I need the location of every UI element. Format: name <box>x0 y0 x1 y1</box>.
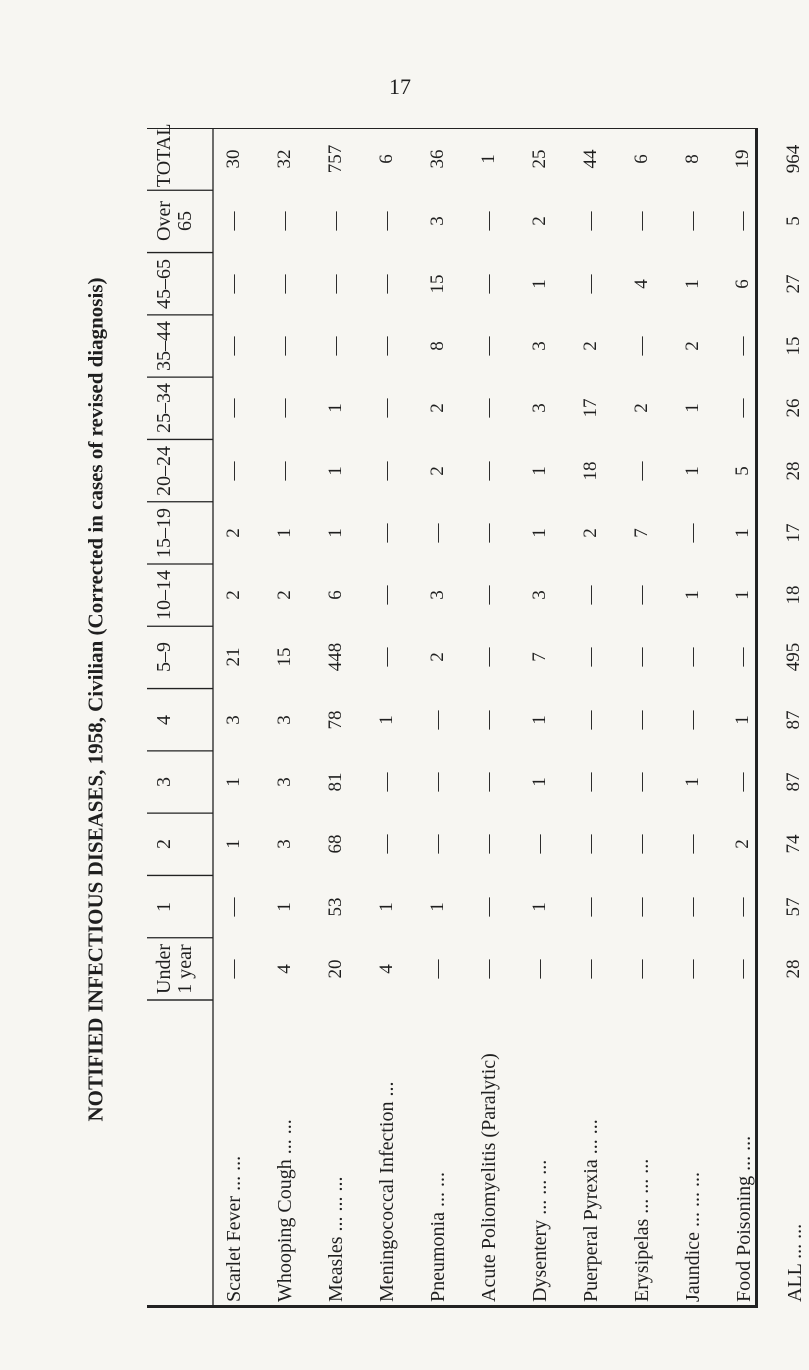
table-cell: 1 <box>478 154 500 164</box>
leader-dots: ... ... ... <box>528 1159 551 1220</box>
table-cell: 18 <box>783 585 805 605</box>
leader-dots: ... <box>376 1081 399 1102</box>
table-cell: 1 <box>376 714 398 725</box>
table-cell: 15 <box>783 336 805 356</box>
table-cell: 1 <box>732 528 754 538</box>
table-cell: — <box>579 772 601 792</box>
table-cell: — <box>478 897 500 917</box>
table-cell: 3 <box>528 403 550 414</box>
table-cell: 28 <box>783 461 805 481</box>
leader-dots: ... ... ... <box>630 1158 653 1219</box>
table-cell: — <box>274 211 296 231</box>
leader-dots: ... ... <box>274 1119 297 1160</box>
table-cell: 87 <box>783 710 805 730</box>
page-number: 17 <box>389 74 411 99</box>
table-cell: — <box>376 211 398 231</box>
table-cell: 1 <box>528 714 550 725</box>
table-cell: — <box>478 772 500 792</box>
table-cell: — <box>579 211 601 231</box>
disease-name: Acute Poliomyelitis (Paralytic) <box>478 1053 501 1302</box>
table-cell: — <box>274 398 296 418</box>
table-cell: — <box>732 336 754 356</box>
table-cell: — <box>681 211 703 231</box>
column-header: 15–19 <box>152 507 175 558</box>
table-cell: — <box>630 959 652 979</box>
table-cell: — <box>427 523 449 543</box>
table-cell: 3 <box>274 839 296 850</box>
table-cell: 81 <box>325 772 347 792</box>
column-header: 5–9 <box>152 642 175 673</box>
table-cell: — <box>478 336 500 356</box>
table-cell: 4 <box>274 964 296 974</box>
table-cell: 5 <box>732 465 754 476</box>
table-cell: — <box>681 897 703 917</box>
table-cell: — <box>681 710 703 730</box>
leader-dots: ... ... ... <box>681 1172 704 1233</box>
table-cell: — <box>223 959 245 979</box>
table-cell: — <box>223 211 245 231</box>
table-cell: 28 <box>783 959 805 979</box>
disease-label <box>377 1012 401 1302</box>
disease-name: Puerperal Pyrexia <box>579 1159 602 1302</box>
table-cell: — <box>681 647 703 667</box>
table-cell: 2 <box>528 216 550 227</box>
table-cell: 26 <box>783 398 805 418</box>
table-cell: 78 <box>325 710 347 730</box>
table-cell: 32 <box>274 149 296 169</box>
table-cell: — <box>376 523 398 543</box>
column-header: 35–44 <box>152 321 175 371</box>
table-cell: 30 <box>223 149 245 169</box>
table-cell: 6 <box>325 590 347 600</box>
table-cell: — <box>732 959 754 979</box>
column-header: 20–24 <box>152 445 175 496</box>
disease-label <box>428 1012 452 1302</box>
table-cell: 1 <box>681 777 703 787</box>
table-cell: — <box>528 834 550 854</box>
table-cell: 1 <box>325 465 347 476</box>
disease-label <box>224 1012 248 1302</box>
table-cell: — <box>376 585 398 605</box>
table-cell: — <box>681 523 703 543</box>
table-cell: 2 <box>579 528 601 538</box>
column-header: 45–65 <box>152 258 175 309</box>
table-cell: 8 <box>681 154 703 164</box>
column-header: 1 <box>152 901 175 912</box>
disease-label <box>326 1012 350 1302</box>
table-cell: — <box>427 834 449 854</box>
table-cell: 6 <box>630 154 652 164</box>
table-cell: — <box>376 834 398 854</box>
table-cell: — <box>528 959 550 979</box>
table-cell: 17 <box>579 398 601 418</box>
table-cell: — <box>681 959 703 979</box>
table-cell: — <box>579 585 601 605</box>
table-cell: — <box>274 274 296 294</box>
table-cell: 1 <box>325 403 347 414</box>
table-cell: — <box>478 710 500 730</box>
table-cell: 44 <box>579 149 601 169</box>
table-cell: — <box>376 398 398 418</box>
table-cell: — <box>478 647 500 667</box>
disease-name: Jaundice <box>681 1232 704 1302</box>
table-cell: — <box>223 461 245 481</box>
table-cell: — <box>478 523 500 543</box>
table-cell: 2 <box>732 839 754 850</box>
table-cell: 7 <box>528 652 550 663</box>
table-cell: — <box>732 398 754 418</box>
table-cell: 1 <box>528 465 550 476</box>
table-cell: 1 <box>528 777 550 787</box>
table-cell: — <box>274 461 296 481</box>
table-cell: 68 <box>325 834 347 854</box>
table-cell: 53 <box>325 897 347 917</box>
table-cell: 57 <box>783 897 805 917</box>
table-cell: — <box>579 834 601 854</box>
table-cell: 1 <box>528 528 550 538</box>
leader-dots: ... ... <box>732 1135 755 1176</box>
column-header: Under 1 year <box>152 943 196 994</box>
table-cell: 448 <box>325 643 347 672</box>
table-cell: — <box>223 398 245 418</box>
table-cell: — <box>732 772 754 792</box>
table-cell: — <box>223 336 245 356</box>
table-cell: 25 <box>528 149 550 169</box>
table-cell: — <box>478 585 500 605</box>
table-cell: — <box>325 211 347 231</box>
table-cell: — <box>681 834 703 854</box>
column-header: 3 <box>152 777 175 787</box>
table-cell: — <box>376 336 398 356</box>
table-cell: 3 <box>427 590 449 600</box>
table-cell: — <box>630 647 652 667</box>
table-cell: 5 <box>783 216 805 227</box>
table-cell: 4 <box>630 278 652 289</box>
disease-label <box>530 1012 554 1302</box>
table-cell: 3 <box>274 714 296 725</box>
disease-name: Dysentery <box>528 1219 551 1302</box>
column-header: 25–34 <box>152 383 175 434</box>
disease-name: Measles <box>325 1236 348 1302</box>
table-cell: — <box>732 647 754 667</box>
table-cell: 1 <box>376 901 398 912</box>
table-cell: 2 <box>427 652 449 663</box>
table-cell: 7 <box>630 528 652 538</box>
table-cell: — <box>630 461 652 481</box>
table-cell: — <box>579 647 601 667</box>
table-cell: 1 <box>528 278 550 289</box>
table-cell: 1 <box>681 590 703 600</box>
table-cell: — <box>630 897 652 917</box>
disease-name: Scarlet Fever ... <box>223 1175 246 1302</box>
table-cell: 1 <box>427 901 449 912</box>
table-cell: 2 <box>427 403 449 414</box>
table-cell: — <box>223 897 245 917</box>
table-cell: 36 <box>427 149 449 169</box>
table-cell: — <box>478 398 500 418</box>
table-cell: — <box>427 710 449 730</box>
table-cell: — <box>579 897 601 917</box>
table-cell: 15 <box>427 274 449 294</box>
table-cell: — <box>274 336 296 356</box>
table-cell: 2 <box>630 403 652 414</box>
table-cell: 6 <box>376 154 398 164</box>
column-header: 2 <box>152 839 175 850</box>
disease-label <box>683 1012 707 1302</box>
table-cell: — <box>630 336 652 356</box>
table-cell: 15 <box>274 647 296 667</box>
table-cell: — <box>478 959 500 979</box>
table-cell: 74 <box>783 834 805 854</box>
table-cell: 20 <box>325 959 347 979</box>
disease-name: Erysipelas <box>630 1218 653 1302</box>
leader-dots: ... ... ... <box>325 1176 348 1237</box>
page-title: NOTIFIED INFECTIOUS DISEASES, 1958, Civilian (Corrected in cases of revised diagnosis) <box>83 277 108 1122</box>
table-cell: — <box>376 772 398 792</box>
table-cell: — <box>223 274 245 294</box>
disease-name: Whooping Cough <box>274 1159 297 1302</box>
table-cell: — <box>376 274 398 294</box>
table-cell: 4 <box>376 964 398 974</box>
table-cell: 2 <box>427 465 449 476</box>
disease-label <box>785 1012 809 1302</box>
table-cell: 17 <box>783 523 805 543</box>
table-cell: 1 <box>681 278 703 289</box>
table-cell: 1 <box>274 901 296 912</box>
table-cell: — <box>579 710 601 730</box>
disease-name: ALL <box>783 1263 806 1302</box>
table-cell: — <box>579 959 601 979</box>
disease-label <box>581 1012 605 1302</box>
table-cell: — <box>732 897 754 917</box>
table-cell: — <box>325 274 347 294</box>
table-cell: 18 <box>579 461 601 481</box>
table-cell: 1 <box>732 590 754 600</box>
column-header: 10–14 <box>152 570 175 621</box>
table-cell: 1 <box>223 839 245 850</box>
table-cell: 1 <box>681 465 703 476</box>
table-cell: — <box>478 211 500 231</box>
table-cell: 3 <box>528 590 550 600</box>
table-cell: 19 <box>732 149 754 169</box>
table-cell: — <box>630 834 652 854</box>
column-header: 4 <box>152 714 175 725</box>
column-header: Over 65 <box>152 201 196 242</box>
table-cell: — <box>427 959 449 979</box>
table-cell: 495 <box>783 643 805 672</box>
table-cell: — <box>376 461 398 481</box>
table-cell: 1 <box>732 714 754 725</box>
table-cell: 87 <box>783 772 805 792</box>
table-cell: — <box>732 211 754 231</box>
disease-label <box>734 1012 758 1302</box>
leader-dots: ... ... <box>783 1223 806 1264</box>
table-cell: 8 <box>427 341 449 351</box>
column-header: TOTAL <box>152 123 175 188</box>
table-cell: 2 <box>223 528 245 538</box>
table-cell: 3 <box>427 216 449 227</box>
table-cell: 21 <box>223 647 245 667</box>
table-cell: — <box>478 274 500 294</box>
disease-name: Pneumonia <box>427 1212 450 1302</box>
leader-dots: ... <box>223 1155 246 1176</box>
table-cell: 964 <box>783 144 805 174</box>
table-cell: — <box>427 772 449 792</box>
table-cell: 2 <box>681 341 703 351</box>
table-cell: 1 <box>325 528 347 538</box>
table-cell: — <box>630 772 652 792</box>
table-cell: 2 <box>579 341 601 351</box>
table-cell: 1 <box>274 528 296 538</box>
disease-name: Food Poisoning <box>732 1175 755 1302</box>
disease-name: Meningococcal Infection <box>376 1101 399 1302</box>
table-cell: 1 <box>223 777 245 787</box>
table-cell: — <box>579 274 601 294</box>
table-cell: 3 <box>223 714 245 725</box>
table-cell: 2 <box>274 590 296 600</box>
table-cell: 3 <box>274 777 296 787</box>
table-cell: 3 <box>528 341 550 351</box>
table-cell: — <box>630 211 652 231</box>
table-cell: — <box>325 336 347 356</box>
disease-label <box>275 1012 299 1302</box>
table-cell: — <box>478 461 500 481</box>
table-cell: 1 <box>681 403 703 414</box>
table-cell: — <box>630 710 652 730</box>
leader-dots: ... ... <box>579 1119 602 1160</box>
leader-dots: ... ... <box>427 1172 450 1212</box>
table-cell: — <box>630 585 652 605</box>
table-cell: 1 <box>528 901 550 912</box>
table-cell: 27 <box>783 274 805 294</box>
table-cell: 2 <box>223 590 245 600</box>
table-cell: — <box>376 647 398 667</box>
disease-label <box>632 1012 656 1302</box>
disease-label <box>479 1012 503 1302</box>
table-cell: 6 <box>732 278 754 289</box>
table-cell: 757 <box>325 144 347 174</box>
table-cell: — <box>478 834 500 854</box>
